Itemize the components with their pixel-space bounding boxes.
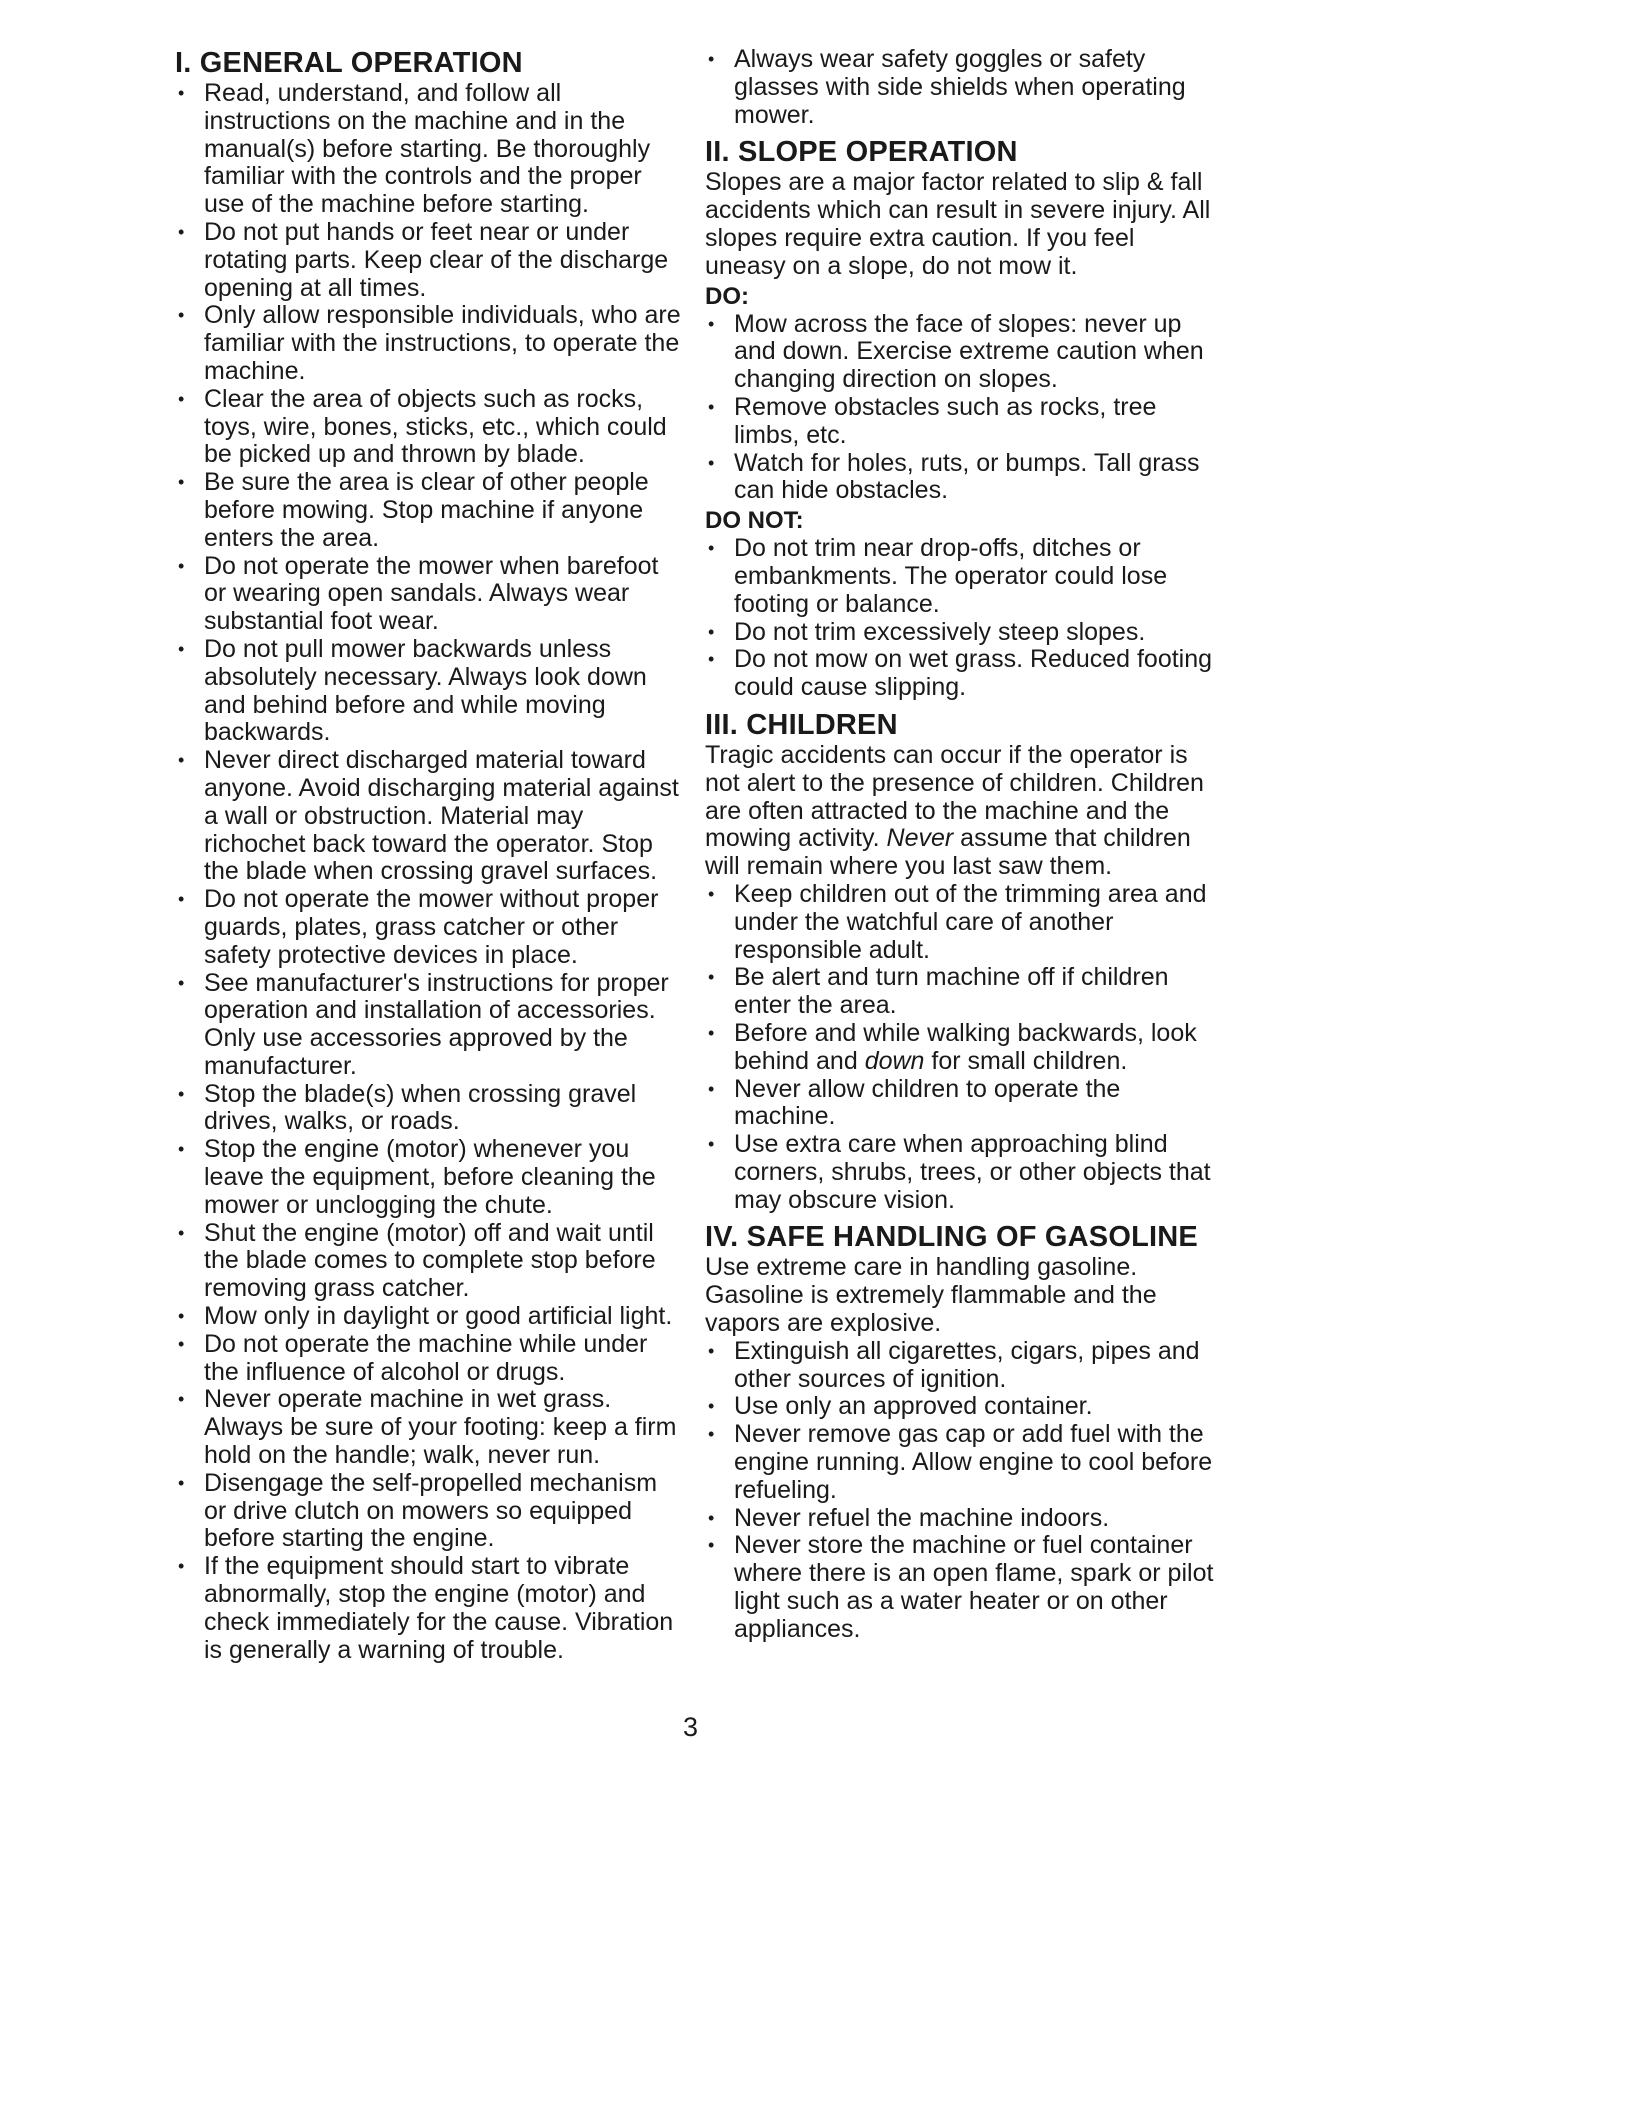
gasoline-list <box>705 1338 1215 1644</box>
do-not-list <box>705 535 1215 702</box>
list-item: • Never operate machine in wet grass. Always be sure of your footing: keep a firm hold on the handle; walk, never run. <box>175 1386 685 1469</box>
list-item: • See manufacturer's instructions for proper operation and installation of accessories. Only use accessories approved by the manufacturer. <box>175 970 685 1081</box>
list-item: • Do not pull mower backwards unless absolutely necessary. Always look down and behind before and while moving backwards. <box>175 636 685 747</box>
list-item: • Use extra care when approaching blind corners, shrubs, trees, or other objects that may obscure vision. <box>705 1131 1215 1214</box>
list-item: • Shut the engine (motor) off and wait until the blade comes to complete stop before removing grass catcher. <box>175 1220 685 1303</box>
list-item: • Mow only in daylight or good artificial light. <box>175 1303 685 1331</box>
gasoline-heading: IV. SAFE HANDLING OF GASOLINE <box>705 1221 1198 1254</box>
general-operation-list <box>175 80 685 1664</box>
list-item: • Be sure the area is clear of other people before mowing. Stop machine if anyone enters the area. <box>175 469 685 552</box>
general-operation-heading: I. GENERAL OPERATION <box>175 47 523 79</box>
down-emphasis: down <box>864 1046 925 1075</box>
list-item: • Never allow children to operate the machine. <box>705 1076 1215 1132</box>
goggles-list <box>705 46 1215 129</box>
list-item: • Mow across the face of slopes: never up and down. Exercise extreme caution when changing direction on slopes. <box>705 311 1215 394</box>
list-item: • Never remove gas cap or add fuel with the engine running. Allow engine to cool before refueling. <box>705 1421 1215 1504</box>
item-text-start: Before and while walking backwards, look behind and <box>734 1018 1197 1075</box>
children-list <box>705 881 1215 1215</box>
children-intro-end: assume that children will remain where you last saw them. <box>705 824 1191 881</box>
left-column <box>175 46 685 1664</box>
list-item: • Never store the machine or fuel container where there is an open flame, spark or pilot light such as a water heater or on other appliances. <box>705 1532 1215 1643</box>
list-item: • Do not operate the mower without proper guards, plates, grass catcher or other safety protective devices in place. <box>175 886 685 969</box>
list-item: • Do not trim near drop-offs, ditches or embankments. The operator could lose footing or balance. <box>705 535 1215 618</box>
right-column <box>705 46 1215 1644</box>
never-emphasis: Never <box>886 824 954 853</box>
list-item: • Extinguish all cigarettes, cigars, pipes and other sources of ignition. <box>705 1338 1215 1394</box>
list-item: • Do not operate the mower when barefoot or wearing open sandals. Always wear substantial foot wear. <box>175 553 685 636</box>
list-item: • Do not operate the machine while under the influence of alcohol or drugs. <box>175 1331 685 1387</box>
slope-operation-heading: II. SLOPE OPERATION <box>705 136 1018 169</box>
list-item: • Do not trim excessively steep slopes. <box>705 619 1215 647</box>
children-heading: III. CHILDREN <box>705 708 898 741</box>
list-item: • Never refuel the machine indoors. <box>705 1505 1215 1533</box>
list-item: • Stop the engine (motor) whenever you leave the equipment, before cleaning the mower or unclogging the chute. <box>175 1136 685 1219</box>
list-item: • Never direct discharged material toward anyone. Avoid discharging material against a wall or obstruction. Material may richochet back toward the operator. Stop the blade when crossing gravel surfaces. <box>175 747 685 886</box>
list-item: • Be alert and turn machine off if children enter the area. <box>705 964 1215 1020</box>
gasoline-intro: Use extreme care in handling gasoline. Gasoline is extremely flammable and the vapors are explosive. <box>705 1253 1157 1338</box>
list-item: • Keep children out of the trimming area and under the watchful care of another responsible adult. <box>705 881 1215 964</box>
list-item: • Stop the blade(s) when crossing gravel drives, walks, or roads. <box>175 1081 685 1137</box>
list-item: • Only allow responsible individuals, who are familiar with the instructions, to operate the machine. <box>175 302 685 385</box>
list-item: • Do not mow on wet grass. Reduced footing could cause slipping. <box>705 646 1215 702</box>
list-item: • Do not put hands or feet near or under rotating parts. Keep clear of the discharge opening at all times. <box>175 219 685 302</box>
do-list <box>705 311 1215 506</box>
children-intro-start: Tragic accidents can occur if the operator is not alert to the presence of children. Children are often attracted to the machine and the mowing activity. <box>705 740 1204 853</box>
do-heading: DO: <box>705 282 749 310</box>
list-item: • Use only an approved container. <box>705 1393 1215 1421</box>
list-item <box>705 1020 1215 1076</box>
list-item: • Disengage the self-propelled mechanism or drive clutch on mowers so equipped before starting the engine. <box>175 1470 685 1553</box>
list-item: • Watch for holes, ruts, or bumps. Tall grass can hide obstacles. <box>705 450 1215 506</box>
do-not-heading: DO NOT: <box>705 507 804 535</box>
children-intro <box>705 742 1215 881</box>
list-item: • Clear the area of objects such as rocks, toys, wire, bones, sticks, etc., which could be picked up and thrown by blade. <box>175 386 685 469</box>
list-item: • Read, understand, and follow all instructions on the machine and in the manual(s) before starting. Be thoroughly familiar with the controls and the proper use of the machine before starting. <box>175 80 685 219</box>
slope-intro: Slopes are a major factor related to slip & fall accidents which can result in severe injury. All slopes require extra caution. If you feel uneasy on a slope, do not mow it. <box>705 168 1211 280</box>
list-item: • If the equipment should start to vibrate abnormally, stop the engine (motor) and check immediately for the cause. Vibration is generally a warning of trouble. <box>175 1553 685 1664</box>
list-item: • Always wear safety goggles or safety glasses with side shields when operating mower. <box>705 46 1215 129</box>
page-number: 3 <box>683 1712 699 1742</box>
item-text-end: for small children. <box>924 1046 1128 1075</box>
list-item: • Remove obstacles such as rocks, tree limbs, etc. <box>705 394 1215 450</box>
